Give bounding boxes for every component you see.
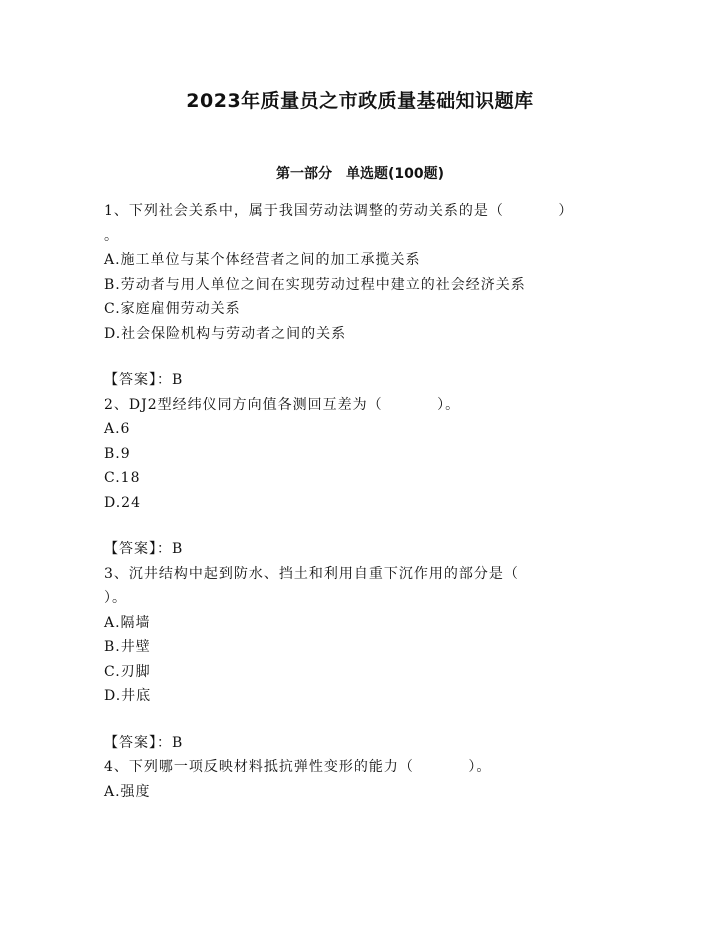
- answer-line: 【答案】：B: [104, 734, 184, 751]
- question-1: [104, 199, 624, 393]
- answer-line: 【答案】：B: [104, 541, 184, 557]
- answer-line: 【答案】：B: [104, 372, 184, 388]
- question-stem-line: 4、下列哪一项反映材料抵抗弹性变形的能力（ ）。: [104, 759, 492, 775]
- question-4: [104, 755, 624, 804]
- option-b: B.9: [104, 445, 131, 462]
- option-a: A.强度: [104, 783, 151, 800]
- option-d: D.井底: [104, 688, 152, 704]
- option-a: A.隔墙: [104, 614, 151, 631]
- option-d: D.24: [104, 494, 141, 511]
- question-list: [104, 199, 624, 804]
- option-c: C.刃脚: [104, 663, 151, 680]
- question-3: [104, 562, 624, 756]
- option-b: B.井壁: [104, 639, 151, 655]
- section-title: 第一部分 单选题(100题): [275, 166, 445, 182]
- option-a: A.6: [104, 421, 131, 437]
- question-stem-line: 1、下列社会关系中，属于我国劳动法调整的劳动关系的是（ ）: [104, 203, 574, 219]
- option-c: C.家庭雇佣劳动关系: [104, 301, 241, 317]
- document-title: 2023年质量员之市政质量基础知识题库: [186, 90, 534, 112]
- option-d: D.社会保险机构与劳动者之间的关系: [104, 325, 347, 342]
- question-stem-line: 2、DJ2型经纬仪同方向值各测回互差为（ ）。: [104, 396, 461, 413]
- option-b: B.劳动者与用人单位之间在实现劳动过程中建立的社会经济关系: [104, 276, 526, 293]
- option-a: A.施工单位与某个体经营者之间的加工承揽关系: [104, 252, 421, 268]
- question-2: [104, 393, 624, 562]
- option-c: C.18: [104, 470, 141, 486]
- question-stem-line: 3、沉井结构中起到防水、挡土和利用自重下沉作用的部分是（: [104, 565, 519, 582]
- question-stem-line: ）。: [104, 590, 127, 606]
- question-stem-line: 。: [104, 227, 119, 244]
